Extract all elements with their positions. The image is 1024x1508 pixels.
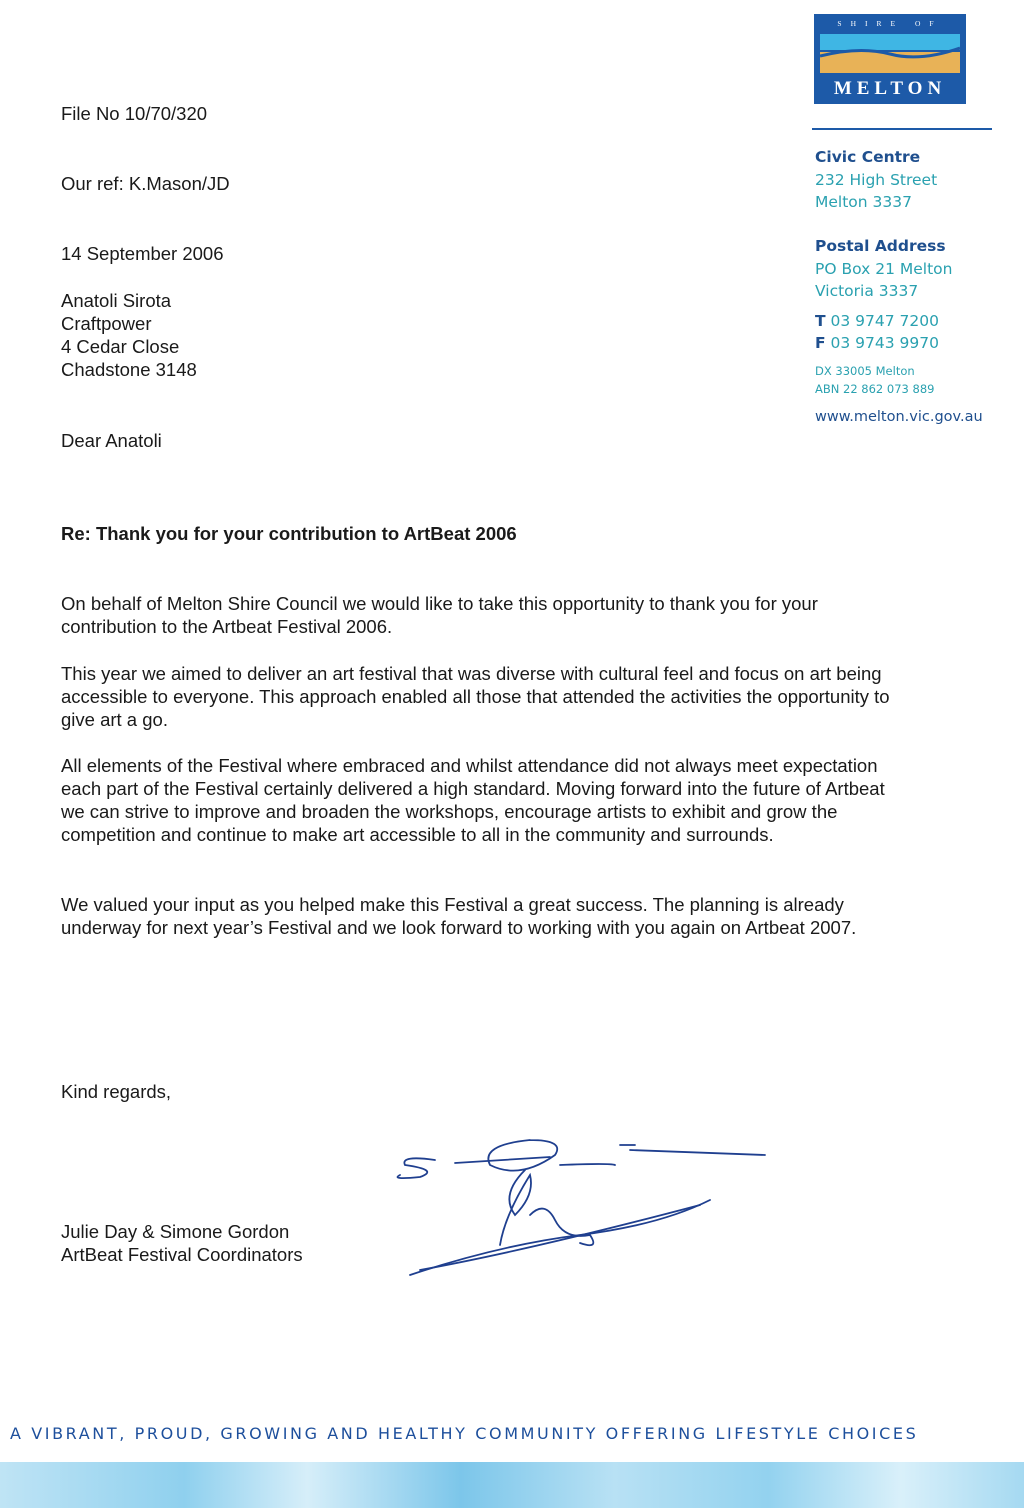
civic-centre-line2: Melton 3337 [815,193,912,211]
recipient-name: Anatoli Sirota [61,290,172,311]
phone-line [815,310,939,332]
body-paragraph-1: On behalf of Melton Shire Council we would like to take this opportunity to thank you for your contribution to the Artbeat Festival 2006. [61,593,818,637]
recipient-company: Craftpower [61,313,152,334]
fax-line [815,332,939,354]
signatory-title: ArtBeat Festival Coordinators [61,1244,303,1265]
phone-number: 03 9747 7200 [830,312,939,330]
fax-label: F [815,334,826,352]
postal-address-line1: PO Box 21 Melton [815,260,953,278]
handwritten-signature [380,1125,780,1285]
signatories: Julie Day & Simone Gordon [61,1221,290,1242]
our-reference: Our ref: K.Mason/JD [61,173,230,194]
body-paragraph-4: We valued your input as you helped make this Festival a great success. The planning is already underway for next year’s Festival and we look forward to working with you again on Artbeat 2007. [61,894,857,938]
civic-centre-line1: 232 High Street [815,171,938,189]
recipient-suburb: Chadstone 3148 [61,359,197,380]
logo-shire-of-text: SHIRE OF [837,19,943,28]
file-number: File No 10/70/320 [61,103,208,124]
footer-slogan: A VIBRANT, PROUD, GROWING AND HEALTHY COMMUNITY OFFERING LIFESTYLE CHOICES [10,1424,919,1443]
website-link[interactable]: www.melton.vic.gov.au [815,409,983,425]
logo-melton-text: MELTON [833,78,947,99]
subject-line: Re: Thank you for your contribution to ArtBeat 2006 [61,523,517,544]
body-paragraph-3: All elements of the Festival where embraced and whilst attendance did not always meet expectation each part of the Festival certainly delivered a high standard. Moving forward into the future of Artbeat we can strive to improve and broaden the workshops, encourage artists to exhibit and grow the competition and continue to make art accessible to all in the community and surrounds. [61,755,885,845]
closing: Kind regards, [61,1081,172,1102]
civic-centre-heading: Civic Centre [815,148,921,166]
postal-address-line2: Victoria 3337 [815,282,919,300]
footer-decorative-band [0,1462,1024,1508]
salutation: Dear Anatoli [61,430,162,451]
letter-date: 14 September 2006 [61,243,224,264]
logo-river-graphic [820,34,960,74]
phone-label: T [815,312,826,330]
dx-number: DX 33005 Melton [815,364,915,378]
abn-number: ABN 22 862 073 889 [815,382,935,396]
body-paragraph-2: This year we aimed to deliver an art festival that was diverse with cultural feel and focus on art being accessible to everyone. This approach enabled all those that attended the activities the opportunity to give art a go. [61,663,890,730]
fax-number: 03 9743 9970 [830,334,940,352]
letterhead-rule [812,128,992,130]
postal-address-heading: Postal Address [815,237,946,255]
recipient-street: 4 Cedar Close [61,336,180,357]
shire-of-melton-logo [814,14,966,104]
